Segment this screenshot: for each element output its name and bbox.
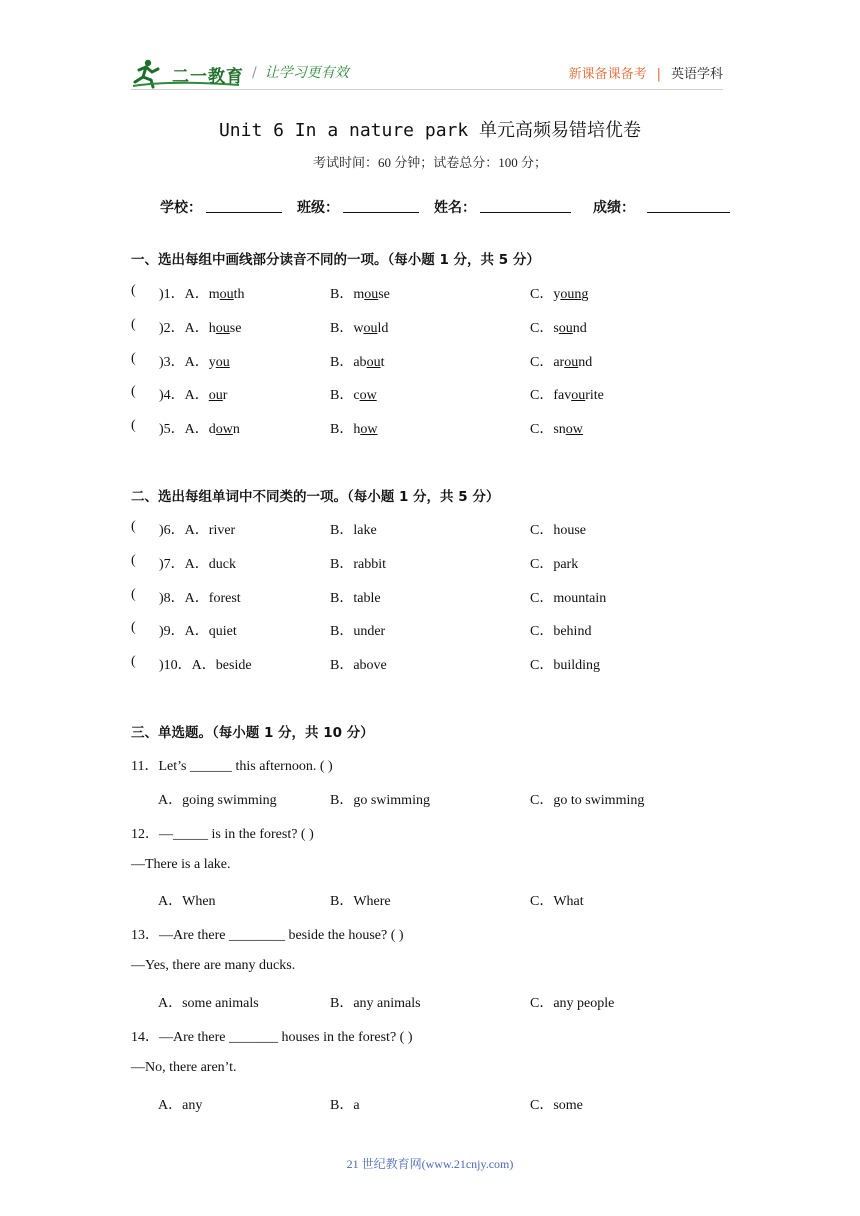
s2-answer-paren[interactable]: ( — [131, 552, 136, 568]
q14-option-c[interactable]: C．some — [530, 1098, 583, 1113]
q11-stem: 11．Let’s ______ this afternoon. ( ) — [131, 759, 333, 774]
s1-option-a: house — [208, 320, 242, 336]
q14-stem: 14．—Are there _______ houses in the forest? ( ) — [131, 1030, 413, 1045]
page-footer: 21 世纪教育网(www.21cnjy.com) — [346, 1157, 514, 1171]
slogan: / 让学习更有效 — [252, 65, 349, 81]
s1-option-b-word: would — [353, 320, 389, 336]
score-blank[interactable] — [647, 212, 730, 213]
s2-option-c-word: house — [553, 523, 587, 538]
s2-option-b[interactable]: B．table — [330, 590, 381, 606]
underlined-letters: oun — [560, 287, 582, 302]
s2-option-c[interactable]: C．park — [530, 556, 579, 572]
s2-option-c-word: park — [553, 556, 579, 572]
s1-question-number: )2．A．house — [159, 320, 242, 336]
section2-heading: 二、选出每组单词中不同类的一项。（每小题 1 分，共 5 分） — [131, 489, 500, 505]
page-title: Unit 6 In a nature park 单元高频易错培优卷 — [218, 120, 642, 141]
s2-option-c[interactable]: C．house — [530, 523, 587, 538]
s1-option-c[interactable]: C．young — [530, 287, 589, 302]
underlined-letters: ou — [564, 354, 579, 370]
s2-option-b[interactable]: B．above — [330, 658, 387, 674]
s2-option-a: duck — [208, 556, 236, 572]
s2-option-a: beside — [215, 658, 252, 674]
s1-option-c-word: snow — [553, 422, 583, 438]
s2-question-number: )10．A．beside — [159, 658, 252, 674]
q12-option-c[interactable]: C．What — [530, 894, 584, 909]
section1-heading: 一、选出每组中画线部分读音不同的一项。（每小题 1 分，共 5 分） — [131, 252, 540, 268]
q13-option-a[interactable]: A．some animals — [158, 996, 259, 1011]
s1-option-b[interactable]: B．about — [330, 354, 385, 370]
s1-option-b[interactable]: B．cow — [330, 388, 377, 404]
s1-answer-paren[interactable]: ( — [131, 418, 136, 434]
underlined-letters: ou — [215, 320, 230, 336]
underlined-letters: ow — [215, 422, 233, 438]
s1-option-b-word: how — [353, 422, 378, 438]
s1-answer-paren[interactable]: ( — [131, 384, 136, 400]
q14-option-a[interactable]: A．any — [158, 1098, 203, 1113]
header-tag-course: 新课备课备考 — [568, 67, 647, 82]
slogan-text: 让学习更有效 — [264, 65, 349, 81]
s1-option-c[interactable]: C．favourite — [530, 388, 604, 404]
school-label: 学校： — [160, 200, 202, 216]
s2-answer-paren[interactable]: ( — [131, 620, 136, 636]
s1-question-number: )5．A．down — [159, 422, 240, 438]
s2-option-c[interactable]: C．building — [530, 658, 601, 674]
header-right: 新课备课备考 | 英语学科 — [568, 67, 723, 82]
s1-option-b[interactable]: B．mouse — [330, 287, 390, 302]
s2-answer-paren[interactable]: ( — [131, 654, 136, 670]
s1-option-a: you — [208, 354, 230, 370]
underlined-letters: ou — [215, 354, 230, 370]
s1-option-b-word: cow — [353, 388, 377, 404]
s1-option-c[interactable]: C．sound — [530, 320, 587, 336]
s2-option-b-word: above — [353, 658, 387, 674]
underlined-letters: ou — [363, 320, 378, 336]
school-blank[interactable] — [206, 212, 282, 213]
s1-option-b-word: mouse — [353, 287, 390, 302]
underlined-letters: ou — [558, 320, 573, 336]
q12-option-b[interactable]: B．Where — [330, 894, 391, 909]
score-label: 成绩： — [593, 200, 635, 216]
q13-line2: —Yes, there are many ducks. — [131, 958, 296, 973]
s1-option-a: down — [208, 422, 240, 438]
s2-option-c-word: behind — [553, 624, 592, 640]
s1-answer-paren[interactable]: ( — [131, 283, 136, 298]
q11-option-a[interactable]: A．going swimming — [158, 793, 277, 808]
section3-heading: 三、单选题。（每小题 1 分，共 10 分） — [131, 725, 374, 741]
s2-option-a: forest — [208, 590, 241, 606]
s2-question-number: )9．A．quiet — [159, 624, 237, 640]
q11-option-c[interactable]: C．go to swimming — [530, 793, 645, 808]
q14-option-b[interactable]: B．a — [330, 1098, 360, 1113]
header-tag-subject: 英语学科 — [670, 67, 723, 82]
s1-question-number: )3．A．you — [159, 354, 230, 370]
page-subtitle: 考试时间：60 分钟；试卷总分：100 分； — [312, 155, 547, 170]
underlined-letters: ou — [571, 388, 586, 404]
underlined-letters: ow — [359, 388, 377, 404]
s1-option-c-word: around — [553, 354, 593, 370]
s1-question-number: )4．A．our — [159, 388, 228, 404]
s1-option-b-word: about — [353, 354, 385, 370]
header-divider — [131, 89, 723, 90]
s2-answer-paren[interactable]: ( — [131, 586, 136, 602]
s2-option-c-word: building — [553, 658, 601, 674]
s2-option-a: river — [208, 523, 236, 538]
q13-option-c[interactable]: C．any people — [530, 996, 615, 1011]
s2-option-c[interactable]: C．mountain — [530, 590, 607, 606]
q12-line2: —There is a lake. — [131, 857, 231, 872]
brand-name: 二一教育 — [172, 67, 244, 87]
underlined-letters: ou — [364, 287, 379, 302]
q13-stem: 13．—Are there ________ beside the house? ( ) — [131, 928, 404, 943]
s1-option-b[interactable]: B．would — [330, 320, 389, 336]
s2-answer-paren[interactable]: ( — [131, 519, 136, 534]
page-header — [0, 0, 860, 100]
s2-option-a: quiet — [208, 624, 237, 640]
s1-option-a: mouth — [208, 287, 245, 302]
s1-option-c-word: sound — [553, 320, 587, 336]
s1-question-number: )1．A．mouth — [159, 287, 245, 302]
s2-option-c-word: mountain — [553, 590, 607, 606]
s2-option-b-word: lake — [353, 523, 377, 538]
class-blank[interactable] — [343, 212, 419, 213]
s2-option-b[interactable]: B．lake — [330, 523, 377, 538]
q14-line2: —No, there aren’t. — [131, 1060, 237, 1075]
s2-question-number: )6．A．river — [159, 523, 236, 538]
s1-option-c-word: young — [553, 287, 589, 302]
s1-option-c-word: favourite — [553, 388, 604, 404]
s2-option-c[interactable]: C．behind — [530, 624, 592, 640]
underlined-letters: ow — [565, 422, 583, 438]
underlined-letters: ou — [208, 388, 223, 404]
s2-question-number: )8．A．forest — [159, 590, 241, 606]
s1-option-c[interactable]: C．around — [530, 354, 593, 370]
s2-option-b-word: table — [353, 590, 381, 606]
underlined-letters: ou — [219, 287, 234, 302]
s1-option-c[interactable]: C．snow — [530, 422, 583, 438]
q12-option-a[interactable]: A．When — [158, 894, 216, 909]
q12-stem: 12．—_____ is in the forest? ( ) — [131, 827, 314, 842]
s2-option-b-word: under — [353, 624, 386, 640]
s1-option-b[interactable]: B．how — [330, 422, 378, 438]
s2-option-b-word: rabbit — [353, 556, 386, 572]
q11-option-b[interactable]: B．go swimming — [330, 793, 430, 808]
q13-option-b[interactable]: B．any animals — [330, 996, 421, 1011]
s2-option-b[interactable]: B．rabbit — [330, 556, 386, 572]
s1-answer-paren[interactable]: ( — [131, 350, 136, 366]
s2-option-b[interactable]: B．under — [330, 624, 386, 640]
name-blank[interactable] — [480, 212, 571, 213]
s1-answer-paren[interactable]: ( — [131, 316, 136, 332]
underlined-letters: ow — [360, 422, 378, 438]
class-label: 班级： — [297, 200, 339, 216]
name-label: 姓名： — [434, 200, 476, 216]
s1-option-a: our — [208, 388, 228, 404]
underlined-letters: ou — [366, 354, 381, 370]
s2-question-number: )7．A．duck — [159, 556, 236, 572]
